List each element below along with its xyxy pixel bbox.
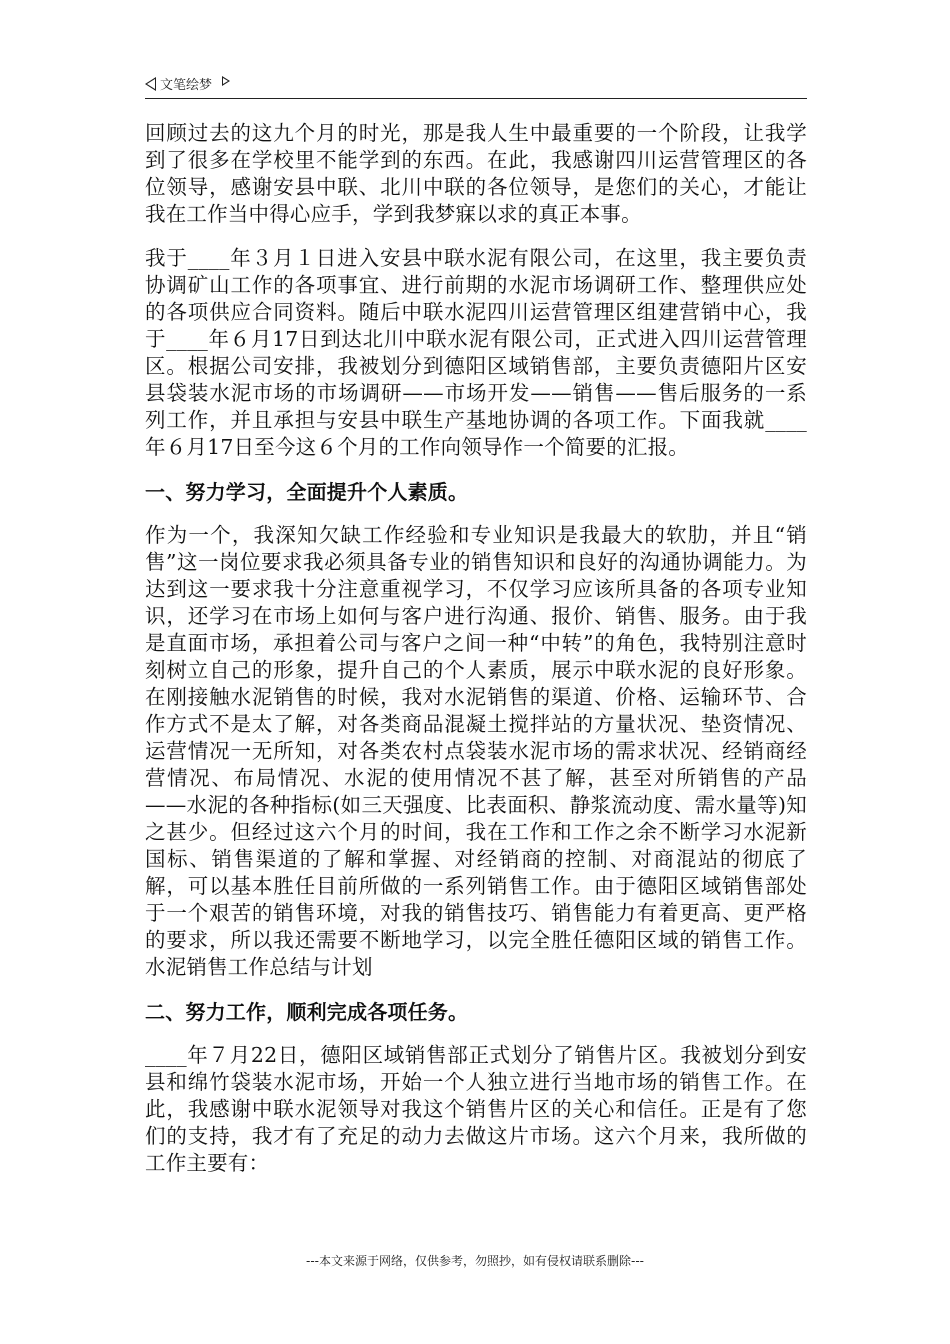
intro-paragraph: 回顾过去的这九个月的时光，那是我人生中最重要的一个阶段，让我学到了很多在学校里不能学到的东西。在此，我感谢四川运营管理区的各位领导，感谢安县中联、北川中联的各位领导，是您们的关心，才能让我在工作当中得心应手，学到我梦寐以求的真正本事。 <box>145 121 807 226</box>
section-body-study: 作为一个，我深知欠缺工作经验和专业知识是我最大的软肋，并且“销售”这一岗位要求我必须具备专业的销售知识和良好的沟通协调能力。为达到这一要求我十分注意重视学习，不仅学习应该所具备的各项专业知识，还学习在市场上如何与客户进行沟通、报价、销售、服务。由于我是直面市场，承担着公司与客户之间一种“中转”的角色，我特别注意时刻树立自己的形象，提升自己的个人素质，展示中联水泥的良好形象。在刚接触水泥销售的时候，我对水泥销售的渠道、价格、运输环节、合作方式不是太了解，对各类商品混凝土搅拌站的方量状况、垫资情况、运营情况一无所知，对各类农村点袋装水泥市场的需求状况、经销商经营情况、布局情况、水泥的使用情况不甚了解，甚至对所销售的产品——水泥的各种指标(如三天强度、比表面积、静浆流动度、需水量等)知之甚少。但经过这六个月的时间，我在工作和工作之余不断学习水泥新国标、销售渠道的了解和掌握、对经销商的控制、对商混站的彻底了解，可以基本胜任目前所做的一系列销售工作。由于德阳区域销售部处于一个艰苦的销售环境，对我的销售技巧、销售能力有着更高、更严格的要求，所以我还需要不断地学习，以完全胜任德阳区域的销售工作。水泥销售工作总结与计划 <box>145 523 807 979</box>
section-heading-work: 二、努力工作，顺利完成各项任务。 <box>145 1000 469 1024</box>
triangle-left-icon <box>145 77 156 91</box>
background-paragraph: 我于____年３月１日进入安县中联水泥有限公司，在这里，我主要负责协调矿山工作的各项事宜、进行前期的水泥市场调研工作、整理供应处的各项供应合同资料。随后中联水泥四川运营管理区组建营销中心，我于____年６月17日到达北川中联水泥有限公司，正式进入四川运营管理区。根据公司安排，我被划分到德阳区域销售部，主要负责德阳片区安县袋装水泥市场的市场调研——市场开发——销售——售后服务的一系列工作，并且承担与安县中联生产基地协调的各项工作。下面我就____年６月17日至今这６个月的工作向领导作一个简要的汇报。 <box>145 246 807 459</box>
header-title: 文笔绘梦 <box>160 78 213 93</box>
header-brand <box>145 74 230 93</box>
section-heading-study: 一、努力学习，全面提升个人素质。 <box>145 480 469 504</box>
page-footer: ---本文来源于网络，仅供参考，勿照抄，如有侵权请联系删除--- <box>306 1254 644 1268</box>
section-body-work: ____年７月22日，德阳区域销售部正式划分了销售片区。我被划分到安县和绵竹袋装水泥市场，开始一个人独立进行当地市场的销售工作。在此，我感谢中联水泥领导对我这个销售片区的关心和信任。正是有了您们的支持，我才有了充足的动力去做这片市场。这六个月来，我所做的工作主要有： <box>145 1043 807 1175</box>
page-header <box>145 72 807 99</box>
triangle-right-icon <box>222 76 230 86</box>
document-body <box>145 120 807 1194</box>
